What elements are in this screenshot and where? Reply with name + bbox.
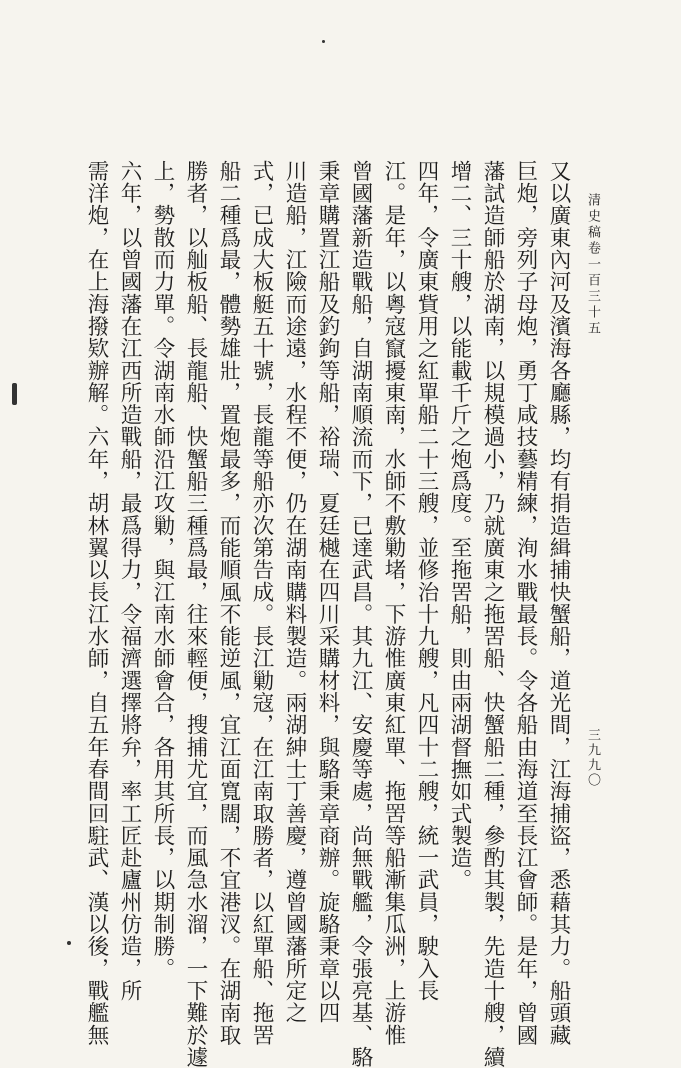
running-title: 清史稿卷一百三十五	[585, 193, 600, 337]
text-column: 式，已成大板艇五十號，長龍等船亦次第告成。長江勦寇，在江南取勝者，以紅單船、拖罟	[249, 160, 274, 1046]
scan-speck	[12, 383, 17, 405]
text-column: 秉章購置江船及釣鉤等船，裕瑞、夏廷樾在四川采購材料，與駱秉章商辦。旋駱秉章以四	[315, 160, 340, 1024]
scan-speck	[322, 40, 325, 43]
text-column: 六年，以曾國藩在江西所造戰船，最爲得力，令福濟選擇將弁，率工匠赴廬州仿造，所	[117, 160, 142, 1002]
text-column: 又以廣東內河及濱海各廳縣，均有捐造緝捕快蟹船，道光間，江海捕盜，悉藉其力。船頭藏	[546, 160, 571, 1046]
text-column: 藩試造師船於湖南，以規模過小，乃就廣東之拖罟船、快蟹船二種，參酌其製，先造十艘，續	[480, 160, 505, 1068]
text-column: 需洋炮，在上海撥欵辦解。六年，胡林翼以長江水師，自五年春間回駐武、漢以後，戰艦無	[84, 160, 109, 1046]
text-column: 川造船，江險而途遠，水程不便，仍在湖南購料製造。兩湖紳士丁善慶，遵曾國藩所定之	[282, 160, 307, 1024]
text-column: 上，勢散而力單。令湖南水師沿江攻勦，與江南水師會合，各用其所長，以期制勝。	[150, 160, 175, 980]
text-column: 增二、三十艘，以能載千斤之炮爲度。至拖罟船，則由兩湖督撫如式製造。	[447, 160, 472, 891]
text-column: 船二種爲最，體勢雄壯，置炮最多，而能順風不能逆風，宜江面寬闊，不宜港汊。在湖南取	[216, 160, 241, 1046]
text-column: 勝者，以舢板船、長龍船、快蟹船三種爲最，往來輕便，搜捕尤宜，而風急水溜，一下難於遽	[183, 160, 208, 1068]
page-number: 三九九〇	[585, 728, 600, 788]
text-column: 曾國藩新造戰船，自湖南順流而下，已達武昌。其九江、安慶等處，尚無戰艦，令張亮基、駱	[348, 160, 373, 1068]
text-column: 四年，令廣東貲用之紅單船二十三艘，並修治十九艘，凡四十二艘，統一武員，駛入長	[414, 160, 439, 1002]
scan-speck	[67, 941, 71, 945]
text-column: 江。是年，以粵寇竄擾東南，水師不敷勦堵，下游惟廣東紅單、拖罟等船漸集瓜洲，上游惟	[381, 160, 406, 1046]
text-column: 巨炮，旁列子母炮，勇丁咸技藝精練，洵水戰最長。令各船由海道至長江會師。是年，曾國	[513, 160, 538, 1046]
